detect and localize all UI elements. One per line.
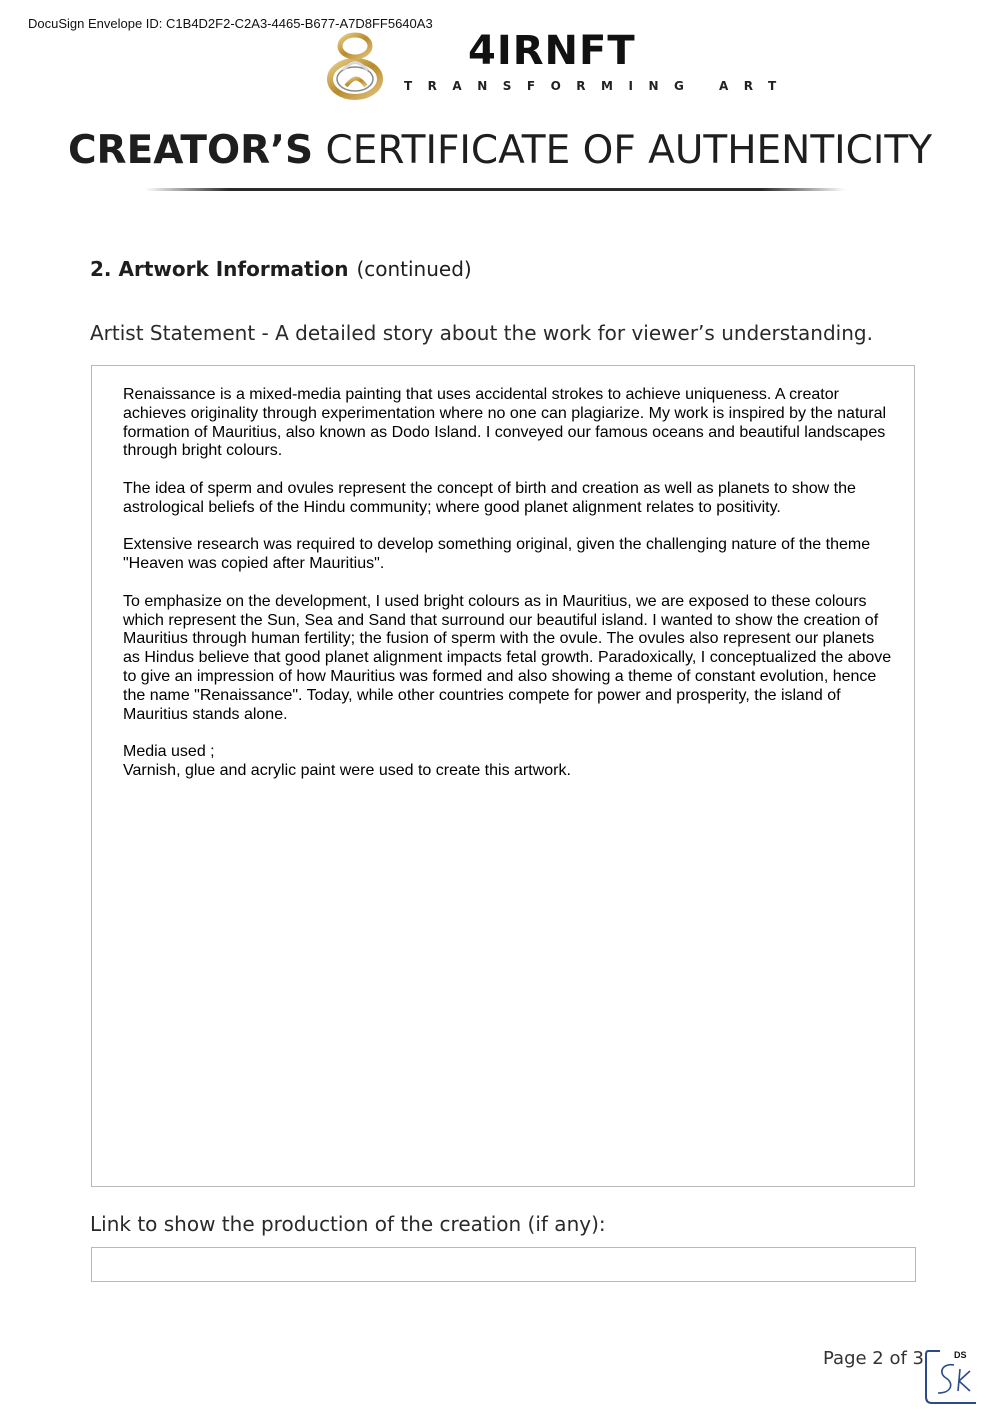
brand-name: 4IRNFT [468,28,636,74]
production-link-field[interactable] [91,1247,916,1282]
statement-paragraph: The idea of sperm and ovules represent the concept of birth and creation as well as planets to show the astrological beliefs of the Hindu community; where good planet alignment relates to positivity. [123,479,856,516]
page-title-regular: CERTIFICATE OF AUTHENTICITY [325,128,933,173]
brand-tagline: TRANSFORMING ART [404,79,792,93]
artist-statement-field[interactable] [91,365,915,1187]
stamp-tag: DS [954,1350,967,1360]
page-title-bold: CREATOR’S [67,128,314,173]
artist-statement-text [123,386,893,781]
page-title [0,128,1000,173]
title-divider [145,188,845,191]
statement-paragraph: Extensive research was required to develop something original, given the challenging nature of the theme "Heaven was copied after Mauritius". [123,536,871,573]
section-heading-continued: (continued) [356,257,472,281]
statement-paragraph: Renaissance is a mixed-media painting that uses accidental strokes to achieve uniqueness. A creator achieves originality through experimentation where no one can plagiarize. My work is inspired by the natural formation of Mauritius, also known as Dodo Island. I conveyed our famous oceans and beautiful landscapes through bright colours. [123,386,887,460]
media-used-text: Varnish, glue and acrylic paint were used to create this artwork. [123,761,571,779]
docusign-initials-stamp-icon[interactable] [924,1347,984,1405]
artist-statement-label: Artist Statement - A detailed story about the work for viewer’s understanding. [90,321,873,345]
section-heading-title: 2. Artwork Information [90,257,349,281]
production-link-label: Link to show the production of the creation (if any): [90,1212,606,1236]
statement-paragraph: To emphasize on the development, I used bright colours as in Mauritius, we are exposed to these colours which represent the Sun, Sea and Sand that surround our beautiful island. I wanted to show the creation of Mauritius through human fertility; the fusion of sperm with the ovule. The ovules also represent our planets as Hindus believe that good planet alignment impacts fetal growth. Paradoxically, I conceptualized the above to give an impression of how Mauritius was formed and also showing a theme of constant evolution, hence the name "Renaissance". Today, while other countries compete for power and prosperity, the island of Mauritius stands alone. [123,592,892,723]
docusign-envelope-id: DocuSign Envelope ID: C1B4D2F2-C2A3-4465-B677-A7D8FF5640A3 [28,16,433,31]
page-number: Page 2 of 3 [823,1348,924,1369]
media-used-heading: Media used ; [123,743,215,761]
section-heading [90,257,472,281]
gold-infinity-emblem-icon [316,30,394,102]
